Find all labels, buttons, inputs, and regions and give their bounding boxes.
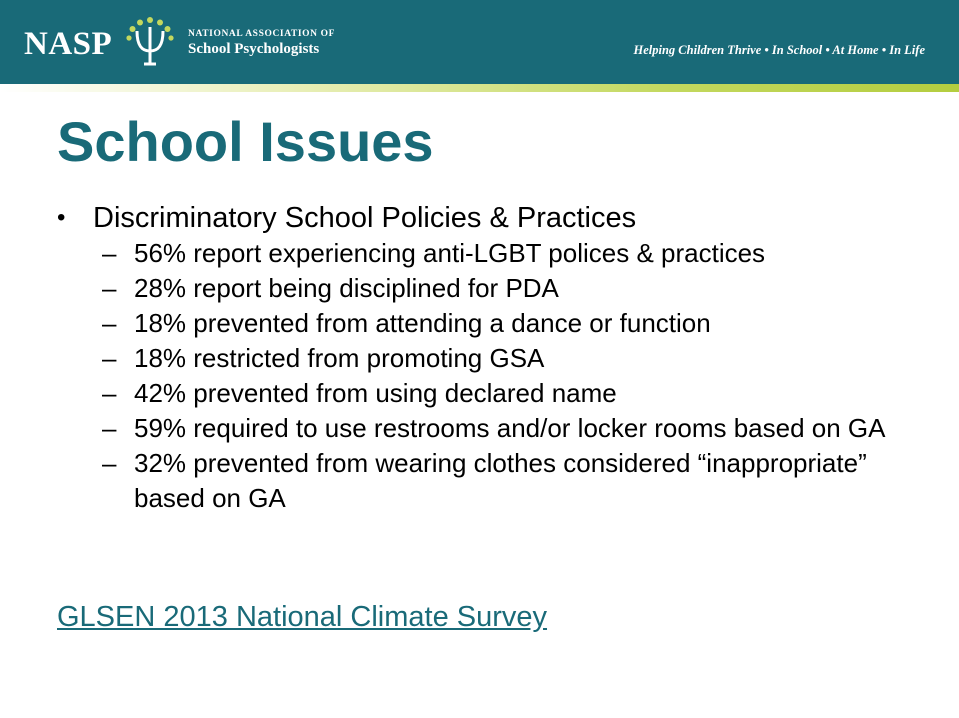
list-item-text: 59% required to use restrooms and/or locker rooms based on GA	[134, 413, 886, 443]
dash-marker: –	[102, 273, 117, 303]
dash-marker: –	[102, 378, 117, 408]
dash-marker: –	[102, 413, 117, 443]
dash-marker: –	[102, 308, 117, 338]
list-item-text: 42% prevented from using declared name	[134, 378, 617, 408]
list-item-text: 28% report being disciplined for PDA	[134, 273, 559, 303]
tagline: Helping Children Thrive • In School • At Home • In Life	[633, 43, 925, 57]
list-item	[102, 376, 917, 411]
main-bullet-text: Discriminatory School Policies & Practices	[93, 202, 637, 234]
org-name-line1: NATIONAL ASSOCIATION OF	[188, 29, 336, 39]
main-bullet	[57, 200, 917, 236]
list-item	[102, 411, 917, 446]
header-accent-stripe	[0, 84, 959, 92]
dash-marker: –	[102, 448, 117, 478]
list-item	[102, 306, 917, 341]
org-name	[188, 28, 335, 59]
list-item	[102, 236, 917, 271]
org-name-line2: School Psychologists	[188, 41, 320, 57]
nasp-logo: NASP	[24, 26, 113, 62]
list-item	[102, 446, 917, 516]
source-link[interactable]: GLSEN 2013 National Climate Survey	[57, 601, 548, 633]
list-item	[102, 341, 917, 376]
list-item	[102, 271, 917, 306]
slide-content	[57, 200, 917, 516]
psi-sun-icon	[122, 14, 178, 70]
dash-marker: –	[102, 238, 117, 268]
header-bar	[0, 0, 959, 84]
list-item-text: 32% prevented from wearing clothes considered “inappropriate” based on GA	[134, 448, 867, 513]
sub-bullet-list	[102, 236, 917, 516]
list-item-text: 18% restricted from promoting GSA	[134, 343, 545, 373]
bullet-marker: •	[57, 204, 66, 231]
dash-marker: –	[102, 343, 117, 373]
list-item-text: 56% report experiencing anti-LGBT polices & practices	[134, 238, 766, 268]
list-item-text: 18% prevented from attending a dance or function	[134, 308, 711, 338]
slide-title: School Issues	[57, 110, 434, 173]
